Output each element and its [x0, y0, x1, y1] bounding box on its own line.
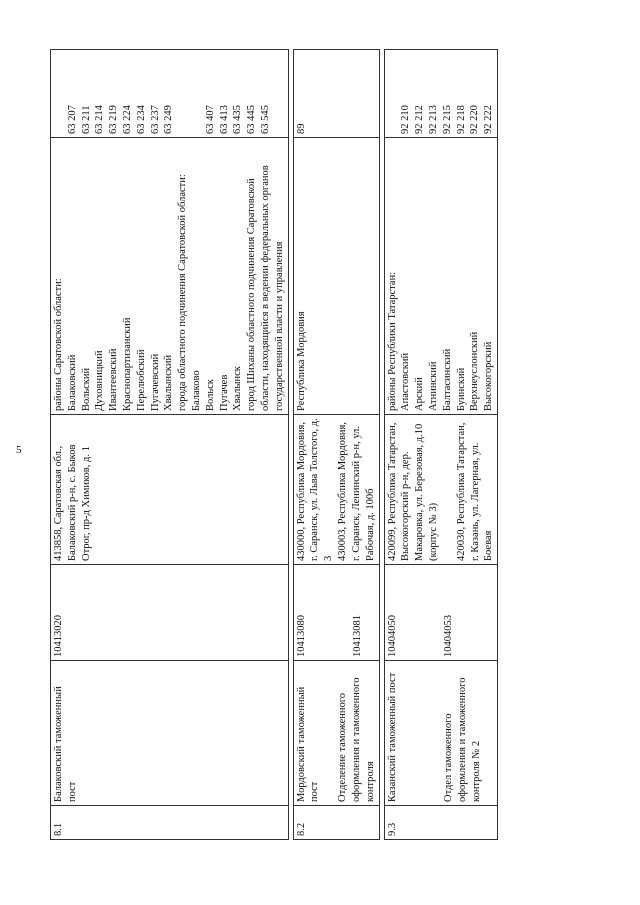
area-item: Краснопартизанский — [121, 317, 133, 411]
area-item: Арский — [414, 377, 426, 411]
post-code: 10413020 — [51, 565, 289, 661]
customs-posts-table — [50, 49, 498, 840]
okato-code: 63 445 — [246, 105, 258, 134]
okato-code: 63 207 — [66, 105, 78, 134]
area-item: Хвалынский — [163, 354, 175, 411]
okato-code: 63 237 — [149, 105, 161, 134]
okato-code: 63 249 — [163, 105, 175, 134]
okato-code: 92 213 — [427, 105, 439, 134]
page-number: 5 — [16, 444, 22, 456]
okato-code — [386, 53, 400, 134]
okato-list — [51, 50, 289, 138]
area-item: город Шиханы областного подчинения Саратовской области, находящийся в ведении федеральных органов государственной власти и управления — [246, 165, 285, 411]
post-code-cell — [293, 565, 379, 661]
area-item: Вольск — [204, 379, 216, 411]
okato-code: 63 211 — [80, 105, 92, 134]
area-item: Буинский — [455, 367, 467, 411]
row-number: 8.1 — [51, 806, 289, 840]
sub-unit-address: 430003, Республика Мордовия, г. Саранск, Ленинский р-н, ул. Рабочая, д. 100б — [336, 422, 376, 561]
okato-code: 92 220 — [469, 105, 481, 134]
area-item: Балаково — [190, 370, 202, 411]
post-address: 420099, Республика Татарстан, Высокогорский р-н, дер. Макаровка, ул. Березовая, д.10 (корпус № 3) — [386, 422, 439, 561]
area-item: Балаковский — [66, 354, 78, 411]
post-name: Балаковский таможенный пост — [51, 661, 289, 806]
post-address: 413858, Саратовская обл., Балаковский р-н, с. Быков Отрог, пр-д Химиков, д. 1 — [51, 415, 289, 565]
okato-code: 63 224 — [121, 105, 133, 134]
sub-unit-code: 10404053 — [443, 615, 455, 657]
area-item: Высокогорский — [483, 341, 495, 411]
okato-code: 63 214 — [94, 105, 106, 134]
customs-table-rotated — [50, 50, 495, 840]
okato-code: 63 407 — [204, 105, 216, 134]
post-address-cell — [293, 415, 379, 565]
table-row-9-3 — [384, 50, 498, 840]
sub-unit-name: Отделение таможенного оформления и таможенного контроля — [337, 677, 376, 802]
row-number: 9.3 — [384, 806, 498, 840]
area-item: Хвалынск — [232, 366, 244, 411]
table-row-8-2 — [293, 50, 379, 840]
post-name: Казанский таможенный пост — [386, 672, 398, 802]
area-item: районы Республики Татарстан: — [386, 271, 398, 411]
okato-code: 92 212 — [414, 105, 426, 134]
area-list — [384, 138, 498, 415]
okato-code: 92 215 — [441, 105, 453, 134]
okato-code: 63 413 — [218, 105, 230, 134]
post-name-cell — [293, 661, 379, 806]
area: Республика Мордовия — [293, 138, 379, 415]
area-item: Духовницкий — [94, 350, 106, 411]
post-name-cell — [384, 661, 498, 806]
okato-list — [384, 50, 498, 138]
okato-code: 63 219 — [108, 105, 120, 134]
okato-code: 92 222 — [483, 105, 495, 134]
area-item: Пугачевский — [149, 353, 161, 411]
area-item: Перелюбский — [135, 349, 147, 411]
area-item: районы Саратовской области: — [53, 278, 64, 411]
post-address: 430000, Республика Мордовия, г. Саранск, ул. Льва Толстого, д. 3 — [295, 418, 335, 561]
okato-code — [52, 53, 66, 134]
area-item: Пугачев — [218, 374, 230, 411]
okato-code: 92 218 — [455, 105, 467, 134]
post-code: 10404050 — [386, 615, 398, 657]
okato-code: 63 435 — [232, 105, 244, 134]
table-row-8-1 — [51, 50, 289, 840]
sub-unit-address: 420030, Республика Татарстан, г. Казань, ул. Лагерная, ул. Боевая — [455, 422, 495, 561]
row-number: 8.2 — [293, 806, 379, 840]
area-item: Балтасинский — [441, 348, 453, 411]
post-code-cell — [384, 565, 498, 661]
sub-unit-code: 10413081 — [352, 615, 364, 657]
area-item: Верхнеуслонский — [469, 331, 481, 411]
okato-code — [176, 53, 204, 134]
post-name: Мордовский таможенный пост — [295, 686, 321, 802]
area-item: города областного подчинения Саратовской области: — [177, 174, 189, 411]
area-list — [51, 138, 289, 415]
post-address-cell — [384, 415, 498, 565]
okato-code: 89 — [293, 50, 379, 138]
okato-code: 63 234 — [135, 105, 147, 134]
area-item: Вольский — [80, 367, 92, 411]
post-code: 10413080 — [295, 615, 307, 657]
sub-unit-name: Отдел таможенного оформления и таможенного контроля № 2 — [443, 677, 482, 802]
okato-code: 92 210 — [400, 105, 412, 134]
area-item: Апастовский — [400, 352, 412, 411]
okato-code: 63 545 — [259, 105, 271, 134]
area-item: Ивантеевский — [108, 348, 120, 411]
area-item: Атнинский — [427, 361, 439, 411]
